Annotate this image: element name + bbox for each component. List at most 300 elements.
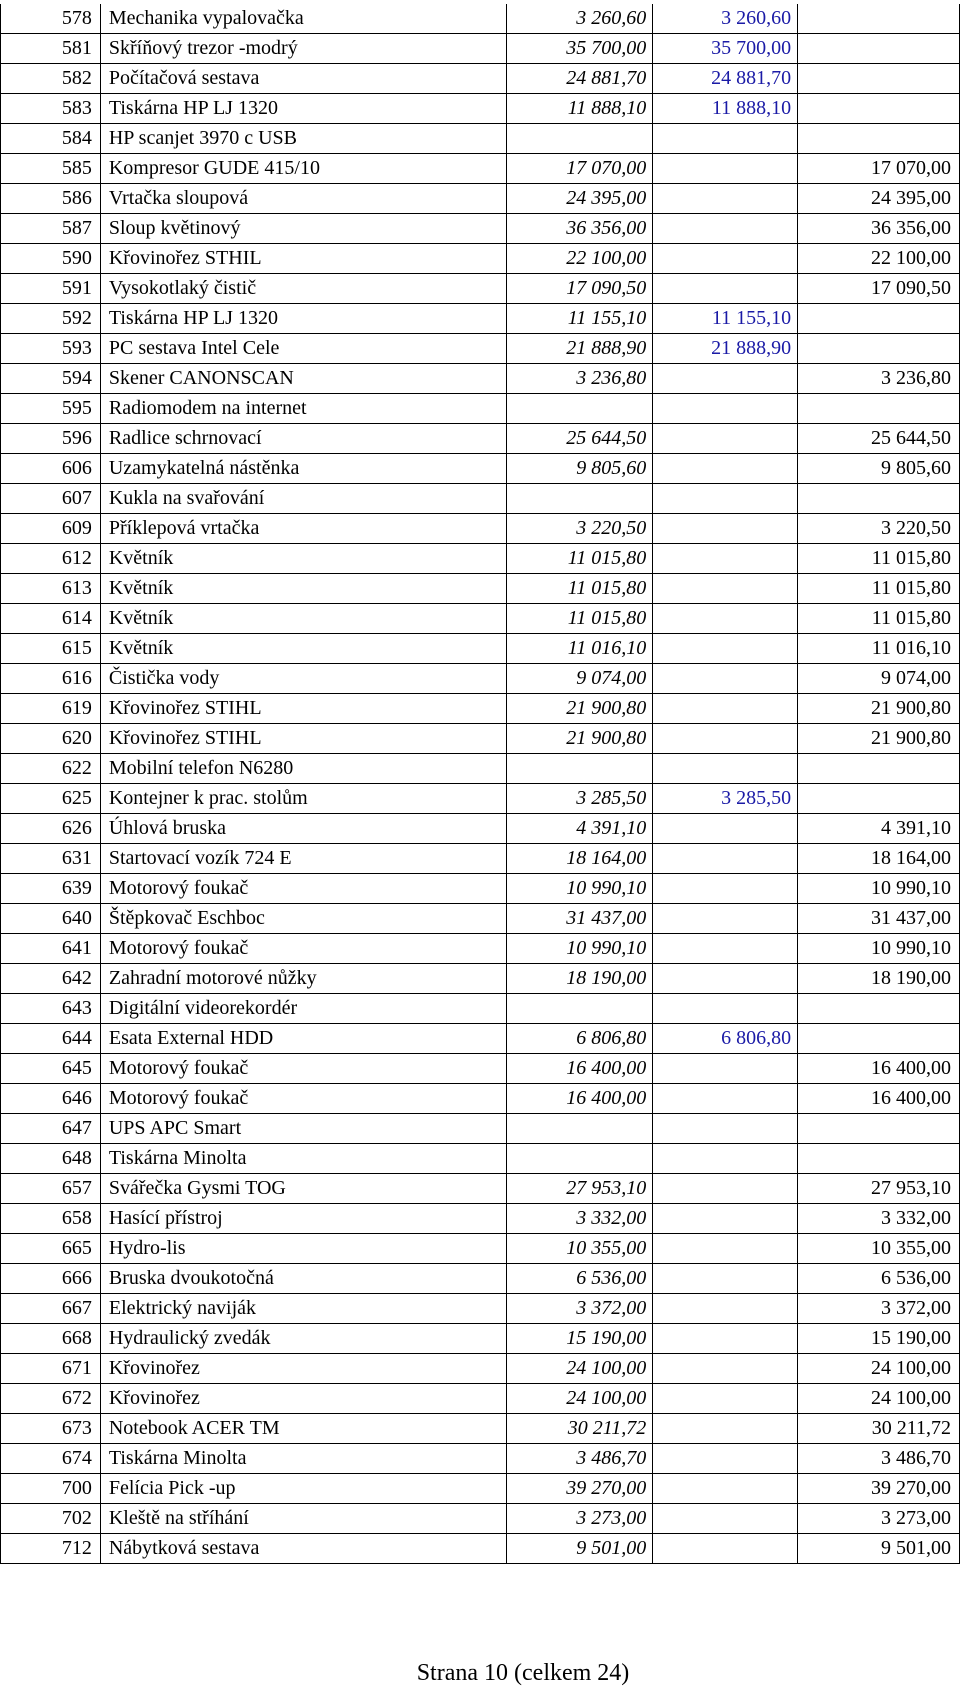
value-blue-cell	[653, 364, 798, 394]
table-row	[1, 1534, 960, 1564]
value-right-cell	[798, 784, 960, 814]
table-row	[1, 1054, 960, 1084]
acquisition-value-cell: 24 100,00	[507, 1354, 653, 1384]
table-row	[1, 484, 960, 514]
row-number-cell: 658	[1, 1204, 101, 1234]
row-number-cell: 606	[1, 454, 101, 484]
item-name-cell: Tiskárna Minolta	[100, 1144, 507, 1174]
value-blue-cell	[653, 844, 798, 874]
row-number-cell: 631	[1, 844, 101, 874]
row-number-cell: 616	[1, 664, 101, 694]
row-number-cell: 622	[1, 754, 101, 784]
value-blue-cell	[653, 544, 798, 574]
acquisition-value-cell	[507, 1114, 653, 1144]
row-number-cell: 620	[1, 724, 101, 754]
row-number-cell: 593	[1, 334, 101, 364]
value-blue-cell: 11 888,10	[653, 94, 798, 124]
value-blue-cell	[653, 574, 798, 604]
value-right-cell	[798, 334, 960, 364]
row-number-cell: 619	[1, 694, 101, 724]
table-row	[1, 4, 960, 34]
value-blue-cell	[653, 964, 798, 994]
table-row	[1, 904, 960, 934]
table-row	[1, 244, 960, 274]
table-row	[1, 1444, 960, 1474]
table-row	[1, 1084, 960, 1114]
item-name-cell: Kukla na svařování	[100, 484, 507, 514]
value-blue-cell	[653, 274, 798, 304]
value-right-cell: 21 900,80	[798, 724, 960, 754]
table-row	[1, 514, 960, 544]
value-right-cell: 22 100,00	[798, 244, 960, 274]
value-right-cell: 4 391,10	[798, 814, 960, 844]
row-number-cell: 594	[1, 364, 101, 394]
value-right-cell: 6 536,00	[798, 1264, 960, 1294]
acquisition-value-cell: 18 164,00	[507, 844, 653, 874]
value-blue-cell	[653, 244, 798, 274]
row-number-cell: 581	[1, 34, 101, 64]
item-name-cell: Květník	[100, 544, 507, 574]
value-right-cell: 3 236,80	[798, 364, 960, 394]
value-right-cell: 9 074,00	[798, 664, 960, 694]
acquisition-value-cell: 27 953,10	[507, 1174, 653, 1204]
value-blue-cell	[653, 514, 798, 544]
acquisition-value-cell: 16 400,00	[507, 1054, 653, 1084]
value-right-cell	[798, 124, 960, 154]
value-blue-cell	[653, 124, 798, 154]
row-number-cell: 648	[1, 1144, 101, 1174]
value-right-cell: 25 644,50	[798, 424, 960, 454]
table-row	[1, 394, 960, 424]
item-name-cell: Svářečka Gysmi TOG	[100, 1174, 507, 1204]
acquisition-value-cell: 11 015,80	[507, 544, 653, 574]
value-blue-cell	[653, 1414, 798, 1444]
value-blue-cell	[653, 484, 798, 514]
acquisition-value-cell: 3 332,00	[507, 1204, 653, 1234]
table-row	[1, 154, 960, 184]
table-row	[1, 1114, 960, 1144]
row-number-cell: 585	[1, 154, 101, 184]
item-name-cell: Uzamykatelná nástěnka	[100, 454, 507, 484]
acquisition-value-cell: 18 190,00	[507, 964, 653, 994]
acquisition-value-cell: 10 990,10	[507, 874, 653, 904]
table-row	[1, 964, 960, 994]
acquisition-value-cell: 24 881,70	[507, 64, 653, 94]
value-right-cell: 15 190,00	[798, 1324, 960, 1354]
value-right-cell	[798, 1144, 960, 1174]
item-name-cell: Tiskárna Minolta	[100, 1444, 507, 1474]
row-number-cell: 672	[1, 1384, 101, 1414]
row-number-cell: 591	[1, 274, 101, 304]
acquisition-value-cell	[507, 394, 653, 424]
item-name-cell: Digitální videorekordér	[100, 994, 507, 1024]
row-number-cell: 612	[1, 544, 101, 574]
item-name-cell: Sloup květinový	[100, 214, 507, 244]
value-right-cell: 24 100,00	[798, 1384, 960, 1414]
value-right-cell: 3 372,00	[798, 1294, 960, 1324]
item-name-cell: Skener CANONSCAN	[100, 364, 507, 394]
item-name-cell: Křovinořez STIHL	[100, 724, 507, 754]
acquisition-value-cell: 11 888,10	[507, 94, 653, 124]
acquisition-value-cell: 31 437,00	[507, 904, 653, 934]
value-right-cell: 9 805,60	[798, 454, 960, 484]
value-right-cell: 39 270,00	[798, 1474, 960, 1504]
row-number-cell: 668	[1, 1324, 101, 1354]
table-row	[1, 1414, 960, 1444]
row-number-cell: 609	[1, 514, 101, 544]
value-blue-cell	[653, 1324, 798, 1354]
table-row	[1, 1204, 960, 1234]
value-right-cell: 11 016,10	[798, 634, 960, 664]
table-row	[1, 1294, 960, 1324]
item-name-cell: Květník	[100, 634, 507, 664]
value-right-cell	[798, 304, 960, 334]
row-number-cell: 587	[1, 214, 101, 244]
item-name-cell: Kontejner k prac. stolům	[100, 784, 507, 814]
value-right-cell: 18 190,00	[798, 964, 960, 994]
item-name-cell: UPS APC Smart	[100, 1114, 507, 1144]
item-name-cell: Hydro-lis	[100, 1234, 507, 1264]
page-footer: Strana 10 (celkem 24)	[416, 1660, 630, 1686]
value-right-cell: 24 100,00	[798, 1354, 960, 1384]
table-row	[1, 1024, 960, 1054]
value-blue-cell	[653, 1294, 798, 1324]
item-name-cell: Křovinořez STHIL	[100, 244, 507, 274]
acquisition-value-cell: 6 806,80	[507, 1024, 653, 1054]
acquisition-value-cell: 39 270,00	[507, 1474, 653, 1504]
table-row	[1, 934, 960, 964]
row-number-cell: 643	[1, 994, 101, 1024]
row-number-cell: 626	[1, 814, 101, 844]
acquisition-value-cell: 35 700,00	[507, 34, 653, 64]
value-blue-cell	[653, 1384, 798, 1414]
acquisition-value-cell: 11 016,10	[507, 634, 653, 664]
acquisition-value-cell: 10 990,10	[507, 934, 653, 964]
item-name-cell: Esata External HDD	[100, 1024, 507, 1054]
value-blue-cell: 3 285,50	[653, 784, 798, 814]
item-name-cell: Tiskárna HP LJ 1320	[100, 304, 507, 334]
value-blue-cell	[653, 184, 798, 214]
item-name-cell: Počítačová sestava	[100, 64, 507, 94]
item-name-cell: Květník	[100, 574, 507, 604]
acquisition-value-cell: 3 486,70	[507, 1444, 653, 1474]
row-number-cell: 700	[1, 1474, 101, 1504]
value-blue-cell: 35 700,00	[653, 34, 798, 64]
value-right-cell: 31 437,00	[798, 904, 960, 934]
item-name-cell: Křovinořez	[100, 1354, 507, 1384]
inventory-table-body	[1, 4, 960, 1564]
acquisition-value-cell: 22 100,00	[507, 244, 653, 274]
value-blue-cell	[653, 454, 798, 484]
table-row	[1, 64, 960, 94]
table-row	[1, 454, 960, 484]
item-name-cell: Felícia Pick -up	[100, 1474, 507, 1504]
value-blue-cell	[653, 994, 798, 1024]
table-row	[1, 634, 960, 664]
row-number-cell: 607	[1, 484, 101, 514]
acquisition-value-cell: 21 888,90	[507, 334, 653, 364]
value-right-cell: 3 220,50	[798, 514, 960, 544]
value-right-cell: 17 090,50	[798, 274, 960, 304]
table-row	[1, 94, 960, 124]
item-name-cell: Štěpkovač Eschboc	[100, 904, 507, 934]
value-right-cell: 30 211,72	[798, 1414, 960, 1444]
row-number-cell: 657	[1, 1174, 101, 1204]
table-row	[1, 304, 960, 334]
item-name-cell: Radlice schrnovací	[100, 424, 507, 454]
value-right-cell: 3 332,00	[798, 1204, 960, 1234]
row-number-cell: 647	[1, 1114, 101, 1144]
acquisition-value-cell: 21 900,80	[507, 724, 653, 754]
table-row	[1, 574, 960, 604]
row-number-cell: 712	[1, 1534, 101, 1564]
item-name-cell: Startovací vozík 724 E	[100, 844, 507, 874]
acquisition-value-cell: 9 501,00	[507, 1534, 653, 1564]
acquisition-value-cell: 11 155,10	[507, 304, 653, 334]
table-row	[1, 1354, 960, 1384]
acquisition-value-cell: 3 236,80	[507, 364, 653, 394]
table-row	[1, 1264, 960, 1294]
table-row	[1, 754, 960, 784]
value-blue-cell: 3 260,60	[653, 4, 798, 34]
item-name-cell: Úhlová bruska	[100, 814, 507, 844]
value-right-cell: 10 990,10	[798, 934, 960, 964]
item-name-cell: Čistička vody	[100, 664, 507, 694]
value-blue-cell	[653, 1114, 798, 1144]
value-right-cell: 24 395,00	[798, 184, 960, 214]
table-row	[1, 784, 960, 814]
table-row	[1, 694, 960, 724]
row-number-cell: 671	[1, 1354, 101, 1384]
table-row	[1, 994, 960, 1024]
item-name-cell: Vrtačka sloupová	[100, 184, 507, 214]
row-number-cell: 578	[1, 4, 101, 34]
value-blue-cell	[653, 1204, 798, 1234]
value-right-cell: 18 164,00	[798, 844, 960, 874]
value-right-cell	[798, 64, 960, 94]
acquisition-value-cell: 4 391,10	[507, 814, 653, 844]
item-name-cell: Elektrický naviják	[100, 1294, 507, 1324]
value-blue-cell	[653, 424, 798, 454]
value-blue-cell: 21 888,90	[653, 334, 798, 364]
value-right-cell	[798, 34, 960, 64]
acquisition-value-cell: 24 395,00	[507, 184, 653, 214]
acquisition-value-cell: 3 372,00	[507, 1294, 653, 1324]
item-name-cell: Křovinořez	[100, 1384, 507, 1414]
row-number-cell: 644	[1, 1024, 101, 1054]
row-number-cell: 674	[1, 1444, 101, 1474]
value-right-cell: 11 015,80	[798, 604, 960, 634]
item-name-cell: PC sestava Intel Cele	[100, 334, 507, 364]
acquisition-value-cell: 36 356,00	[507, 214, 653, 244]
value-blue-cell	[653, 154, 798, 184]
table-row	[1, 1504, 960, 1534]
value-right-cell: 36 356,00	[798, 214, 960, 244]
item-name-cell: Notebook ACER TM	[100, 1414, 507, 1444]
table-row	[1, 274, 960, 304]
value-blue-cell	[653, 1444, 798, 1474]
table-row	[1, 1474, 960, 1504]
row-number-cell: 615	[1, 634, 101, 664]
value-right-cell	[798, 1024, 960, 1054]
table-row	[1, 544, 960, 574]
acquisition-value-cell: 15 190,00	[507, 1324, 653, 1354]
row-number-cell: 613	[1, 574, 101, 604]
row-number-cell: 592	[1, 304, 101, 334]
value-blue-cell	[653, 1474, 798, 1504]
table-row	[1, 664, 960, 694]
acquisition-value-cell: 3 260,60	[507, 4, 653, 34]
value-right-cell: 10 355,00	[798, 1234, 960, 1264]
value-right-cell: 11 015,80	[798, 574, 960, 604]
acquisition-value-cell	[507, 994, 653, 1024]
acquisition-value-cell: 3 273,00	[507, 1504, 653, 1534]
value-blue-cell	[653, 1054, 798, 1084]
row-number-cell: 586	[1, 184, 101, 214]
item-name-cell: Kompresor GUDE 415/10	[100, 154, 507, 184]
row-number-cell: 595	[1, 394, 101, 424]
value-blue-cell	[653, 934, 798, 964]
table-row	[1, 124, 960, 154]
value-right-cell	[798, 1114, 960, 1144]
table-row	[1, 844, 960, 874]
value-blue-cell	[653, 874, 798, 904]
value-blue-cell	[653, 1144, 798, 1174]
acquisition-value-cell: 9 805,60	[507, 454, 653, 484]
row-number-cell: 667	[1, 1294, 101, 1324]
item-name-cell: Mobilní telefon N6280	[100, 754, 507, 784]
item-name-cell: Hydraulický zvedák	[100, 1324, 507, 1354]
table-row	[1, 34, 960, 64]
item-name-cell: Květník	[100, 604, 507, 634]
value-right-cell: 16 400,00	[798, 1084, 960, 1114]
item-name-cell: Motorový foukač	[100, 934, 507, 964]
table-row	[1, 814, 960, 844]
item-name-cell: Nábytková sestava	[100, 1534, 507, 1564]
table-row	[1, 214, 960, 244]
acquisition-value-cell: 3 220,50	[507, 514, 653, 544]
row-number-cell: 665	[1, 1234, 101, 1264]
acquisition-value-cell: 17 090,50	[507, 274, 653, 304]
value-right-cell	[798, 754, 960, 784]
item-name-cell: Skříňový trezor -modrý	[100, 34, 507, 64]
item-name-cell: Bruska dvoukotočná	[100, 1264, 507, 1294]
value-blue-cell	[653, 1174, 798, 1204]
acquisition-value-cell: 17 070,00	[507, 154, 653, 184]
row-number-cell: 642	[1, 964, 101, 994]
row-number-cell: 596	[1, 424, 101, 454]
value-blue-cell	[653, 664, 798, 694]
item-name-cell: Radiomodem na internet	[100, 394, 507, 424]
value-right-cell: 3 273,00	[798, 1504, 960, 1534]
row-number-cell: 666	[1, 1264, 101, 1294]
row-number-cell: 584	[1, 124, 101, 154]
acquisition-value-cell	[507, 754, 653, 784]
value-right-cell	[798, 4, 960, 34]
table-row	[1, 724, 960, 754]
row-number-cell: 582	[1, 64, 101, 94]
acquisition-value-cell	[507, 124, 653, 154]
value-blue-cell	[653, 904, 798, 934]
value-blue-cell	[653, 724, 798, 754]
value-right-cell	[798, 484, 960, 514]
value-right-cell: 17 070,00	[798, 154, 960, 184]
row-number-cell: 640	[1, 904, 101, 934]
value-right-cell: 10 990,10	[798, 874, 960, 904]
value-blue-cell	[653, 1264, 798, 1294]
acquisition-value-cell	[507, 484, 653, 514]
value-blue-cell	[653, 754, 798, 784]
value-blue-cell: 11 155,10	[653, 304, 798, 334]
value-right-cell: 27 953,10	[798, 1174, 960, 1204]
value-right-cell: 16 400,00	[798, 1054, 960, 1084]
inventory-table	[0, 4, 960, 1564]
value-blue-cell	[653, 1534, 798, 1564]
item-name-cell: Mechanika vypalovačka	[100, 4, 507, 34]
value-blue-cell	[653, 214, 798, 244]
item-name-cell: Tiskárna HP LJ 1320	[100, 94, 507, 124]
acquisition-value-cell: 30 211,72	[507, 1414, 653, 1444]
value-blue-cell	[653, 394, 798, 424]
table-row	[1, 364, 960, 394]
acquisition-value-cell: 6 536,00	[507, 1264, 653, 1294]
value-blue-cell	[653, 1234, 798, 1264]
value-right-cell	[798, 394, 960, 424]
row-number-cell: 639	[1, 874, 101, 904]
acquisition-value-cell: 24 100,00	[507, 1384, 653, 1414]
value-blue-cell	[653, 1504, 798, 1534]
acquisition-value-cell	[507, 1144, 653, 1174]
item-name-cell: Křovinořez STIHL	[100, 694, 507, 724]
table-row	[1, 424, 960, 454]
table-row	[1, 184, 960, 214]
value-blue-cell	[653, 604, 798, 634]
item-name-cell: Motorový foukač	[100, 1054, 507, 1084]
value-right-cell	[798, 94, 960, 124]
row-number-cell: 614	[1, 604, 101, 634]
row-number-cell: 645	[1, 1054, 101, 1084]
value-blue-cell: 24 881,70	[653, 64, 798, 94]
item-name-cell: Motorový foukač	[100, 1084, 507, 1114]
value-right-cell: 9 501,00	[798, 1534, 960, 1564]
row-number-cell: 646	[1, 1084, 101, 1114]
value-blue-cell	[653, 1084, 798, 1114]
table-row	[1, 334, 960, 364]
acquisition-value-cell: 9 074,00	[507, 664, 653, 694]
row-number-cell: 590	[1, 244, 101, 274]
acquisition-value-cell: 21 900,80	[507, 694, 653, 724]
value-right-cell: 11 015,80	[798, 544, 960, 574]
acquisition-value-cell: 11 015,80	[507, 574, 653, 604]
acquisition-value-cell: 10 355,00	[507, 1234, 653, 1264]
value-right-cell: 21 900,80	[798, 694, 960, 724]
item-name-cell: Zahradní motorové nůžky	[100, 964, 507, 994]
value-right-cell: 3 486,70	[798, 1444, 960, 1474]
row-number-cell: 641	[1, 934, 101, 964]
value-blue-cell	[653, 1354, 798, 1384]
value-blue-cell	[653, 634, 798, 664]
table-row	[1, 874, 960, 904]
item-name-cell: Hasící přístroj	[100, 1204, 507, 1234]
table-row	[1, 1174, 960, 1204]
value-blue-cell	[653, 814, 798, 844]
item-name-cell: Příklepová vrtačka	[100, 514, 507, 544]
table-row	[1, 1234, 960, 1264]
value-right-cell	[798, 994, 960, 1024]
acquisition-value-cell: 25 644,50	[507, 424, 653, 454]
table-row	[1, 1144, 960, 1174]
item-name-cell: Kleště na stříhání	[100, 1504, 507, 1534]
